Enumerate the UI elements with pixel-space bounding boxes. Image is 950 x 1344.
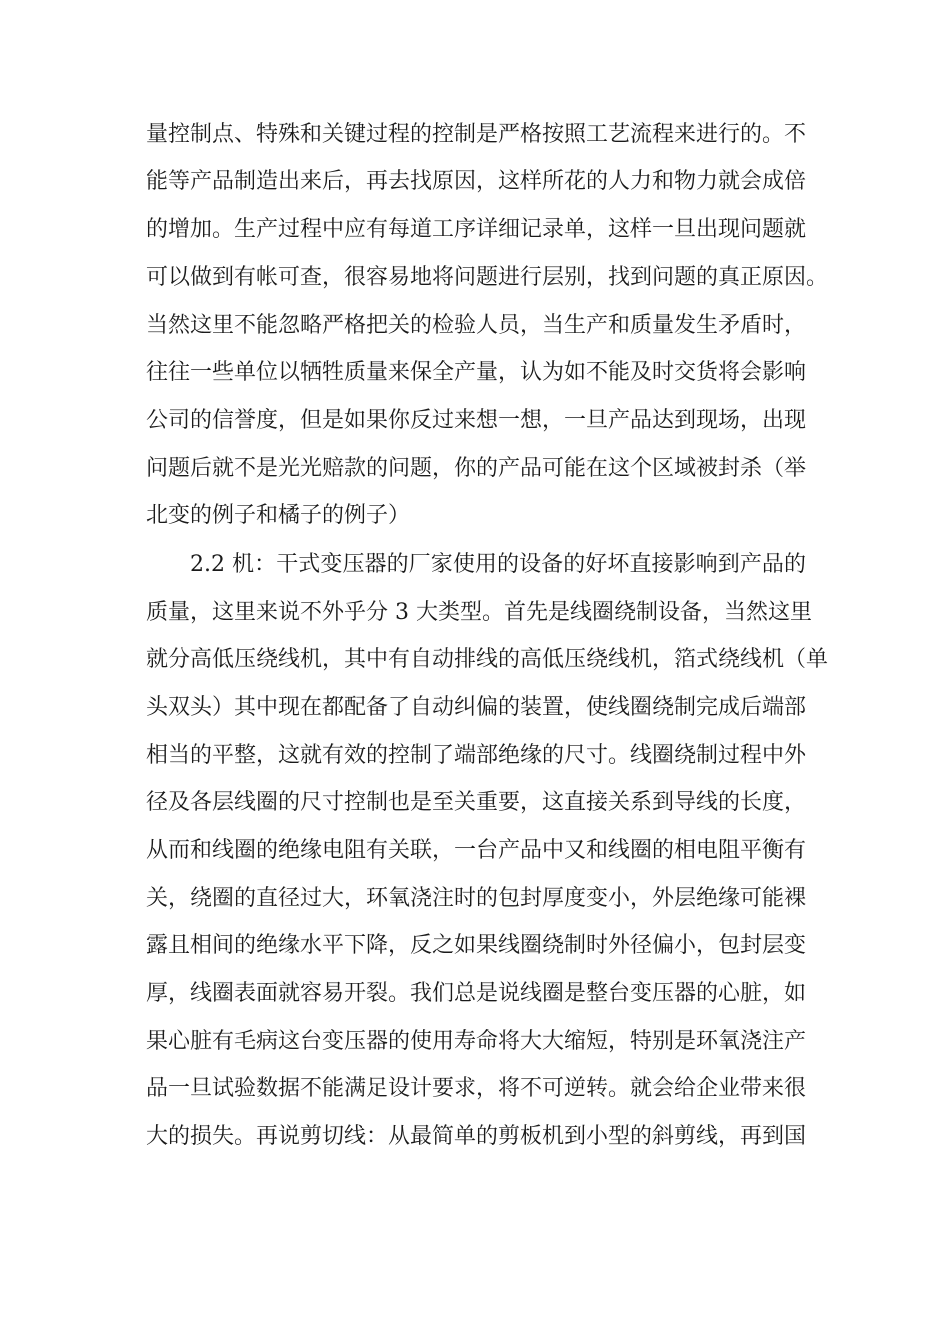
text-line: 径及各层线圈的尺寸控制也是至关重要，这直接关系到导线的长度， xyxy=(146,790,807,815)
section-heading-line: 2.2 机：干式变压器的厂家使用的设备的好坏直接影响到产品的 xyxy=(190,552,806,577)
text-line: 露且相间的绝缘水平下降，反之如果线圈绕制时外径偏小，包封层变 xyxy=(146,933,807,958)
text-line: 公司的信誉度，但是如果你反过来想一想，一旦产品达到现场，出现 xyxy=(146,408,807,433)
text-line: 北变的例子和橘子的例子） xyxy=(146,503,411,528)
text-line: 大的损失。再说剪切线：从最简单的剪板机到小型的斜剪线，再到国 xyxy=(146,1124,807,1149)
text-line: 就分高低压绕线机，其中有自动排线的高低压绕线机，箔式绕线机（单 xyxy=(146,647,829,672)
text-line: 相当的平整，这就有效的控制了端部绝缘的尺寸。线圈绕制过程中外 xyxy=(146,743,807,768)
text-line: 品一旦试验数据不能满足设计要求，将不可逆转。就会给企业带来很 xyxy=(146,1076,807,1101)
text-line: 厚，线圈表面就容易开裂。我们总是说线圈是整台变压器的心脏，如 xyxy=(146,981,807,1006)
text-line: 量控制点、特殊和关键过程的控制是严格按照工艺流程来进行的。不 xyxy=(146,122,807,147)
text-line: 的增加。生产过程中应有每道工序详细记录单，这样一旦出现问题就 xyxy=(146,217,807,242)
text-line: 果心脏有毛病这台变压器的使用寿命将大大缩短，特别是环氧浇注产 xyxy=(146,1029,807,1054)
text-line: 头双头）其中现在都配备了自动纠偏的装置，使线圈绕制完成后端部 xyxy=(146,695,807,720)
text-line: 问题后就不是光光赔款的问题，你的产品可能在这个区域被封杀（举 xyxy=(146,456,807,481)
text-line: 关，绕圈的直径过大，环氧浇注时的包封厚度变小，外层绝缘可能裸 xyxy=(146,886,807,911)
text-line: 可以做到有帐可查，很容易地将问题进行层别，找到问题的真正原因。 xyxy=(146,265,829,290)
text-line: 能等产品制造出来后，再去找原因，这样所花的人力和物力就会成倍 xyxy=(146,169,807,194)
text-line: 质量，这里来说不外乎分 3 大类型。首先是线圈绕制设备，当然这里 xyxy=(146,600,812,625)
text-line: 当然这里不能忽略严格把关的检验人员，当生产和质量发生矛盾时， xyxy=(146,313,807,338)
text-line: 从而和线圈的绝缘电阻有关联，一台产品中又和线圈的相电阻平衡有 xyxy=(146,838,807,863)
text-line: 往往一些单位以牺牲质量来保全产量，认为如不能及时交货将会影响 xyxy=(146,360,807,385)
